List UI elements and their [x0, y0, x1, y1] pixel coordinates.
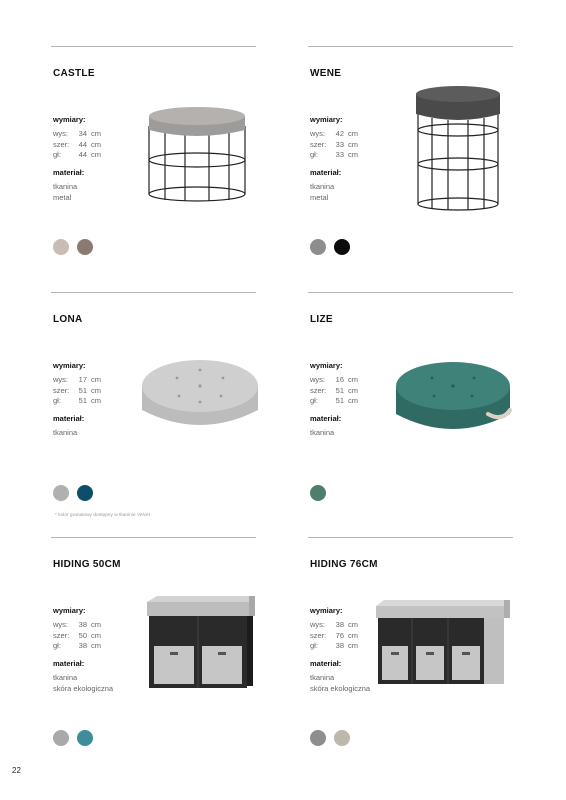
materials-list: tkanina skóra ekologiczna [310, 673, 371, 693]
color-swatch[interactable] [77, 485, 93, 501]
color-swatch[interactable] [310, 239, 326, 255]
product-card-wene [308, 46, 513, 286]
dimensions-label: wymiary: [310, 361, 343, 370]
section-divider [308, 46, 513, 47]
dimensions-list: wys: 16 cm szer: 51 cm gł: 51 cm [310, 375, 358, 405]
product-name: HIDING 76CM [310, 559, 378, 570]
dimensions-label: wymiary: [310, 606, 343, 615]
materials-list: tkanina [53, 428, 78, 437]
footnote: * kolor granatowy dostępny w tkaninie Velvet [55, 513, 150, 518]
product-card-hiding-50 [51, 537, 256, 777]
materials-list: tkanina metal [53, 182, 78, 202]
color-swatch[interactable] [77, 239, 93, 255]
materials-list: tkanina skóra ekologiczna [53, 673, 114, 693]
color-swatch[interactable] [310, 485, 326, 501]
product-name: HIDING 50CM [53, 559, 121, 570]
round-pouf-tufted-icon [139, 352, 261, 442]
section-divider [51, 46, 256, 47]
product-card-lona [51, 292, 256, 532]
materials-list: tkanina [310, 428, 335, 437]
color-swatch[interactable] [53, 730, 69, 746]
material-label: materiał: [53, 659, 85, 668]
color-swatch[interactable] [53, 485, 69, 501]
storage-bench-large-icon [374, 598, 512, 686]
round-stool-metal-frame-icon [145, 104, 249, 202]
color-swatches [53, 730, 101, 751]
product-name: CASTLE [53, 68, 95, 79]
tall-round-stool-metal-frame-icon [412, 84, 504, 212]
material-label: materiał: [310, 168, 342, 177]
color-swatch[interactable] [53, 239, 69, 255]
material-label: materiał: [310, 659, 342, 668]
page-number: 22 [12, 766, 21, 775]
product-name: LONA [53, 314, 83, 325]
round-pouf-with-handle-icon [392, 356, 514, 444]
product-name: WENE [310, 68, 342, 79]
dimensions-label: wymiary: [53, 115, 86, 124]
color-swatch[interactable] [77, 730, 93, 746]
materials-list: tkanina metal [310, 182, 335, 202]
storage-bench-small-icon [145, 594, 257, 690]
dimensions-list: wys: 17 cm szer: 51 cm gł: 51 cm [53, 375, 101, 405]
product-card-lize [308, 292, 513, 532]
color-swatches [53, 485, 101, 506]
section-divider [51, 537, 256, 538]
color-swatch[interactable] [334, 730, 350, 746]
product-card-castle [51, 46, 256, 286]
section-divider [308, 292, 513, 293]
section-divider [308, 537, 513, 538]
dimensions-label: wymiary: [310, 115, 343, 124]
product-name: LIZE [310, 314, 333, 325]
dimensions-list: wys: 38 cm szer: 50 cm gł: 38 cm [53, 620, 101, 650]
dimensions-label: wymiary: [53, 361, 86, 370]
color-swatches [310, 239, 358, 260]
section-divider [51, 292, 256, 293]
color-swatches [53, 239, 101, 260]
dimensions-list: wys: 38 cm szer: 76 cm gł: 38 cm [310, 620, 358, 650]
dimensions-list: wys: 42 cm szer: 33 cm gł: 33 cm [310, 129, 358, 159]
color-swatches [310, 730, 358, 751]
material-label: materiał: [53, 414, 85, 423]
color-swatch[interactable] [334, 239, 350, 255]
product-card-hiding-76 [308, 537, 513, 777]
material-label: materiał: [53, 168, 85, 177]
color-swatch[interactable] [310, 730, 326, 746]
dimensions-label: wymiary: [53, 606, 86, 615]
dimensions-list: wys: 34 cm szer: 44 cm gł: 44 cm [53, 129, 101, 159]
color-swatches [310, 485, 334, 506]
material-label: materiał: [310, 414, 342, 423]
